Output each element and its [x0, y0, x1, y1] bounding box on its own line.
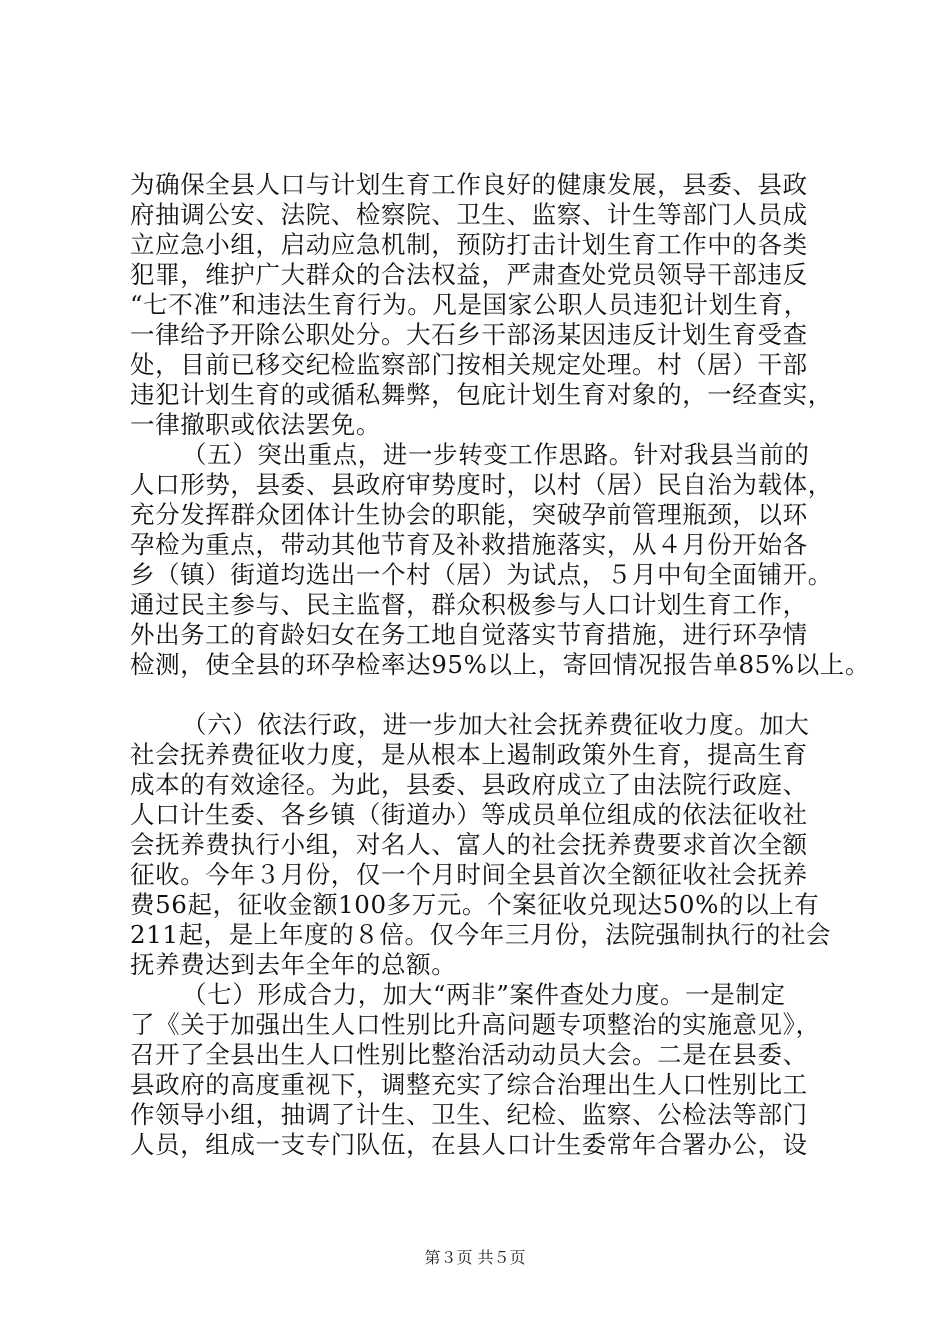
text-line: 立应急小组，启动应急机制，预防打击计划生育工作中的各类: [130, 230, 808, 259]
text-line: 为确保全县人口与计划生育工作良好的健康发展，县委、县政: [130, 170, 808, 199]
text-line: 一律给予开除公职处分。大石乡干部汤某因违反计划生育受查: [130, 320, 808, 349]
text-line: 犯罪，维护广大群众的合法权益，严肃查处党员领导干部违反: [130, 260, 808, 289]
paragraph-first-line: （七）形成合力，加大“两非”案件查处力度。一是制定: [182, 980, 786, 1009]
text-line: 了《关于加强出生人口性别比升高问题专项整治的实施意见》，: [130, 1010, 821, 1039]
text-line: 一律撤职或依法罢免。: [130, 410, 381, 439]
text-line: 乡（镇）街道均选出一个村（居）为试点，５月中旬全面铺开。: [130, 560, 833, 589]
text-line: 社会抚养费征收力度，是从根本上遏制政策外生育，提高生育: [130, 740, 808, 769]
text-line: 211起，是上年度的８倍。仅今年三月份，法院强制执行的社会: [130, 920, 832, 949]
document-body: [130, 170, 871, 1160]
text-line: 充分发挥群众团体计生协会的职能，突破孕前管理瓶颈，以环: [130, 500, 808, 529]
paragraph-gap: [130, 680, 830, 710]
paragraph-first-line: （六）依法行政，进一步加大社会抚养费征收力度。加大: [182, 710, 810, 739]
page-number-footer: 第３页 共５页: [424, 1248, 526, 1267]
text-line: “七不准”和违法生育行为。凡是国家公职人员违犯计划生育，: [130, 290, 809, 319]
text-line: 征收。今年３月份，仅一个月时间全县首次全额征收社会抚养: [130, 860, 808, 889]
text-line: 作领导小组，抽调了计生、卫生、纪检、监察、公检法等部门: [130, 1100, 808, 1129]
text-line: 人口形势，县委、县政府审势度时，以村（居）民自治为载体，: [130, 470, 833, 499]
text-line: 人口计生委、各乡镇（街道办）等成员单位组成的依法征收社: [130, 800, 808, 829]
text-line: 抚养费达到去年全年的总额。: [130, 950, 457, 979]
text-line: 外出务工的育龄妇女在务工地自觉落实节育措施，进行环孕情: [130, 620, 808, 649]
text-line: 违犯计划生育的或循私舞弊，包庇计划生育对象的，一经查实，: [130, 380, 833, 409]
text-line: 人员，组成一支专门队伍，在县人口计生委常年合署办公，设: [130, 1130, 808, 1159]
text-line: 孕检为重点，带动其他节育及补救措施落实，从４月份开始各: [130, 530, 808, 559]
text-line: 通过民主参与、民主监督，群众积极参与人口计划生育工作，: [130, 590, 808, 619]
text-line: 会抚养费执行小组，对名人、富人的社会抚养费要求首次全额: [130, 830, 808, 859]
text-line: 检测，使全县的环孕检率达95%以上，寄回情况报告单85%以上。: [130, 650, 871, 679]
paragraph-first-line: （五）突出重点，进一步转变工作思路。针对我县当前的: [182, 440, 810, 469]
text-line: 府抽调公安、法院、检察院、卫生、监察、计生等部门人员成: [130, 200, 808, 229]
text-line: 县政府的高度重视下，调整充实了综合治理出生人口性别比工: [130, 1070, 808, 1099]
text-line: 召开了全县出生人口性别比整治活动动员大会。二是在县委、: [130, 1040, 808, 1069]
text-line: 费56起，征收金额100多万元。个案征收兑现达50%的以上有: [130, 890, 820, 919]
text-line: 处，目前已移交纪检监察部门按相关规定处理。村（居）干部: [130, 350, 808, 379]
text-line: 成本的有效途径。为此，县委、县政府成立了由法院行政庭、: [130, 770, 808, 799]
